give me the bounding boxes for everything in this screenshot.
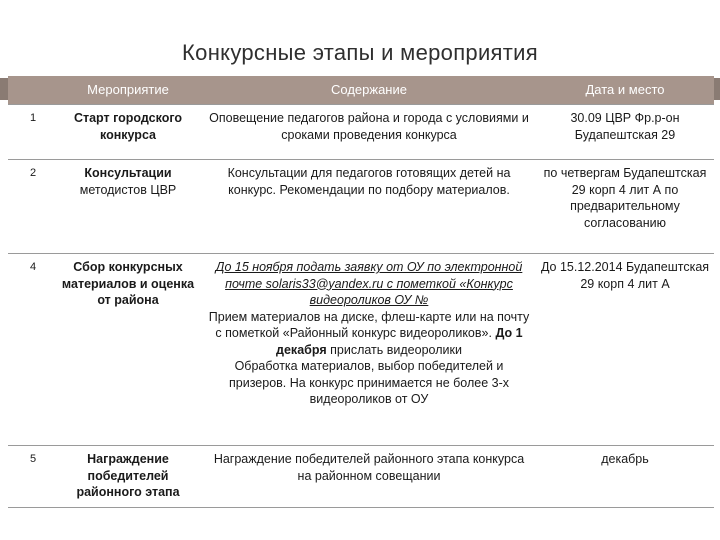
content-cell: Консультации для педагогов готовящих детей на конкурс. Рекомендации по подбору материалов. (202, 160, 536, 254)
event-cell: Сбор конкурсных материалов и оценка от района (54, 254, 202, 446)
content-text: Обработка материалов, выбор победителей и призеров. На конкурс принимается не более 3-х видеороликов от ОУ (229, 359, 509, 406)
content-cell: Оповещение педагогов района и города с условиями и сроками проведения конкурса (202, 105, 536, 160)
content-text: Прием материалов на диске, флеш-карте или на почту с пометкой «Районный конкурс видеороликов». (208, 309, 530, 340)
table-row (8, 254, 714, 446)
table-row (8, 160, 714, 254)
row-number: 2 (8, 160, 54, 254)
event-cell: Старт городского конкурса (54, 105, 202, 160)
content-cell: Награждение победителей районного этапа конкурса на районном совещании (202, 446, 536, 508)
event-cell (54, 160, 202, 254)
date-cell: До 15.12.2014 Будапештская 29 корп 4 лит А (536, 254, 714, 446)
row-number: 5 (8, 446, 54, 508)
table-row (8, 446, 714, 508)
event-text: методистов ЦВР (79, 182, 177, 197)
row-number: 4 (8, 254, 54, 446)
header-content: Содержание (202, 76, 536, 105)
content-underlined-text: До 15 ноября подать заявку от ОУ по электронной почте solaris33@yandex.ru с пометкой «Конкурс видеороликов ОУ № (215, 260, 523, 307)
events-table (8, 76, 714, 508)
event-bold-text: Консультации (84, 166, 172, 180)
date-cell: по четвергам Будапештская 29 корп 4 лит А по предварительному согласованию (536, 160, 714, 254)
page-title: Конкурсные этапы и мероприятия (182, 40, 538, 65)
date-cell: декабрь (536, 446, 714, 508)
content-text: прислать видеоролики (330, 342, 462, 357)
content-cell (202, 254, 536, 446)
row-number: 1 (8, 105, 54, 160)
content-bold-text: До 1 декабря (276, 326, 523, 357)
header-date: Дата и место (536, 76, 714, 105)
event-cell: Награждение победителей районного этапа (54, 446, 202, 508)
table-header-row (8, 76, 714, 105)
date-cell: 30.09 ЦВР Фр.р-он Будапештская 29 (536, 105, 714, 160)
header-event: Мероприятие (54, 76, 202, 105)
table-row (8, 105, 714, 160)
header-num (8, 76, 54, 105)
